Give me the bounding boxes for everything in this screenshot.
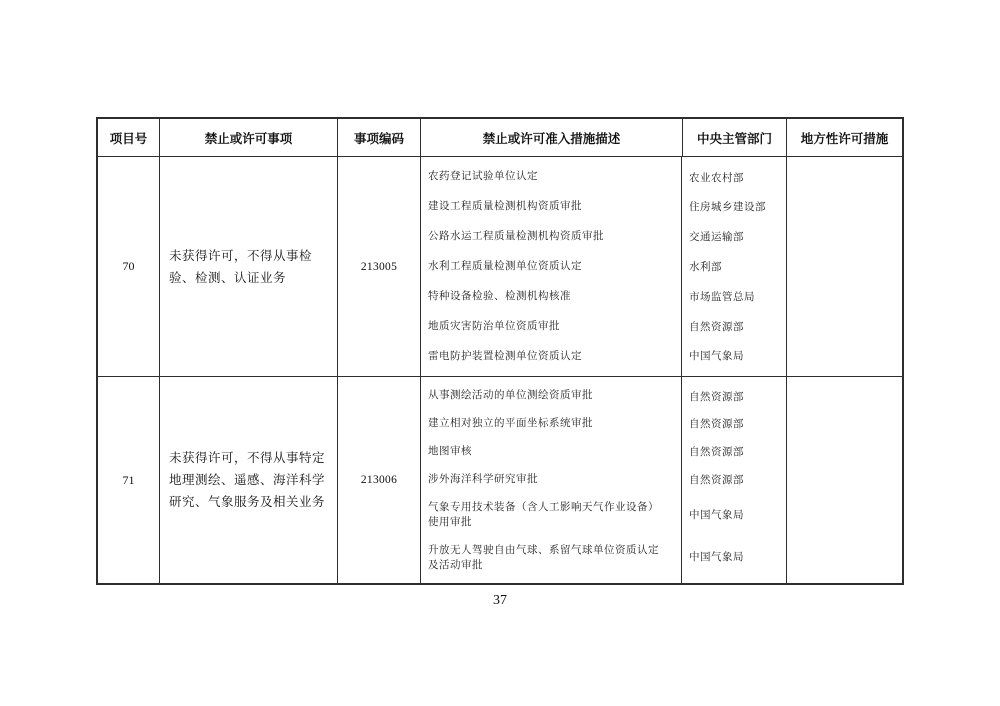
header-central-dept: 中央主管部门 bbox=[683, 119, 787, 156]
header-measure-desc: 禁止或许可准入措施描述 bbox=[421, 119, 683, 156]
measure-desc: 特种设备检验、检测机构核准 bbox=[421, 282, 682, 312]
project-number: 70 bbox=[98, 157, 160, 376]
central-dept: 自然资源部 bbox=[689, 418, 744, 430]
item-code: 213005 bbox=[338, 157, 421, 376]
central-dept: 自然资源部 bbox=[689, 391, 744, 403]
header-item-code: 事项编码 bbox=[338, 119, 421, 156]
header-local-measures: 地方性许可措施 bbox=[800, 131, 889, 146]
header-project-number: 项目号 bbox=[98, 119, 160, 156]
table-row bbox=[98, 157, 902, 377]
measure-row bbox=[421, 157, 786, 191]
central-dept: 交通运输部 bbox=[689, 231, 744, 243]
measure-row bbox=[421, 312, 786, 342]
permissions-table bbox=[96, 117, 904, 585]
central-dept: 中国气象局 bbox=[689, 510, 744, 521]
header-prohibit-item: 禁止或许可事项 bbox=[160, 119, 338, 156]
measure-desc: 地质灾害防治单位资质审批 bbox=[421, 312, 682, 342]
central-dept: 市场监管总局 bbox=[689, 292, 755, 304]
prohibit-item: 未获得许可，不得从事检验、检测、认证业务 bbox=[160, 157, 338, 376]
measure-desc: 从事测绘活动的单位测绘资质审批 bbox=[421, 377, 682, 409]
central-dept: 农业农村部 bbox=[689, 172, 744, 184]
central-dept: 水利部 bbox=[689, 261, 722, 273]
measure-desc: 升放无人驾驶自由气球、系留气球单位资质认定及活动审批 bbox=[421, 536, 682, 583]
measure-desc: 建设工程质量检测机构资质审批 bbox=[421, 191, 682, 221]
prohibit-item: 未获得许可，不得从事特定地理测绘、遥感、海洋科学研究、气象服务及相关业务 bbox=[160, 377, 338, 583]
measure-desc: 公路水运工程质量检测机构资质审批 bbox=[421, 221, 682, 251]
measure-desc: 涉外海洋科学研究审批 bbox=[421, 465, 682, 493]
central-dept: 自然资源部 bbox=[689, 322, 744, 334]
measure-row bbox=[421, 437, 786, 465]
measure-row bbox=[421, 221, 786, 251]
central-dept: 中国气象局 bbox=[689, 552, 744, 563]
table-row bbox=[98, 377, 902, 583]
measure-row bbox=[421, 282, 786, 312]
measure-row bbox=[421, 493, 786, 536]
measure-row bbox=[421, 377, 786, 409]
central-dept: 自然资源部 bbox=[689, 474, 744, 486]
measure-desc: 雷电防护装置检测单位资质认定 bbox=[421, 342, 682, 376]
central-dept: 住房城乡建设部 bbox=[689, 201, 766, 213]
measure-row bbox=[421, 251, 786, 281]
measure-desc: 水利工程质量检测单位资质认定 bbox=[421, 251, 682, 281]
measure-row bbox=[421, 191, 786, 221]
measure-desc: 农药登记试验单位认定 bbox=[421, 157, 682, 191]
measure-row bbox=[421, 465, 786, 493]
measure-desc: 建立相对独立的平面坐标系统审批 bbox=[421, 409, 682, 437]
measure-desc: 地图审核 bbox=[421, 437, 682, 465]
measure-row bbox=[421, 409, 786, 437]
table-header-row bbox=[98, 119, 902, 157]
local-measures bbox=[787, 377, 902, 583]
project-number: 71 bbox=[98, 377, 160, 583]
central-dept: 自然资源部 bbox=[689, 446, 744, 458]
measure-row bbox=[421, 536, 786, 583]
measures-group bbox=[421, 377, 787, 583]
central-dept: 中国气象局 bbox=[689, 351, 744, 363]
measure-desc: 气象专用技术装备（含人工影响天气作业设备）使用审批 bbox=[421, 493, 682, 536]
local-measures bbox=[787, 157, 902, 376]
measures-group bbox=[421, 157, 787, 376]
page-number: 37 bbox=[493, 593, 507, 608]
measure-row bbox=[421, 342, 786, 376]
item-code: 213006 bbox=[338, 377, 421, 583]
